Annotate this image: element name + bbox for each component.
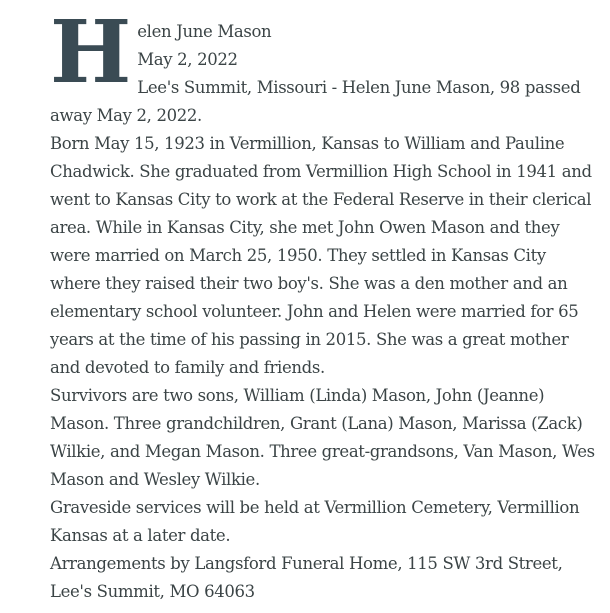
- deceased-name: elen June Mason: [137, 22, 272, 41]
- death-date: May 2, 2022: [137, 50, 238, 69]
- drop-cap: H: [50, 2, 132, 103]
- obituary-article: [50, 2, 595, 606]
- survivors-paragraph: Survivors are two sons, William (Linda) Mason, John (Jeanne) Mason. Three grandchildren, Grant (Lana) Mason, Marissa (Zack) Wilkie, and Megan Mason. Three great-grandsons, Van Mason, Wes Mason and Wesley Wilkie.: [50, 386, 595, 489]
- announcement-paragraph: Lee's Summit, Missouri - Helen June Mason, 98 passed away May 2, 2022.: [50, 78, 581, 125]
- biography-paragraph: Born May 15, 1923 in Vermillion, Kansas to William and Pauline Chadwick. She graduated from Vermillion High School in 1941 and went to Kansas City to work at the Federal Reserve in their clerical area. While in Kansas City, she met John Owen Mason and they were married on March 25, 1950. They settled in Kansas City where they raised their two boy's. She was a den mother and an elementary school volunteer. John and Helen were married for 65 years at the time of his passing in 2015. She was a great mother and devoted to family and friends.: [50, 134, 592, 377]
- arrangements-paragraph: Arrangements by Langsford Funeral Home, 115 SW 3rd Street, Lee's Summit, MO 64063: [50, 554, 563, 601]
- services-paragraph: Graveside services will be held at Vermillion Cemetery, Vermillion Kansas at a later date.: [50, 498, 580, 545]
